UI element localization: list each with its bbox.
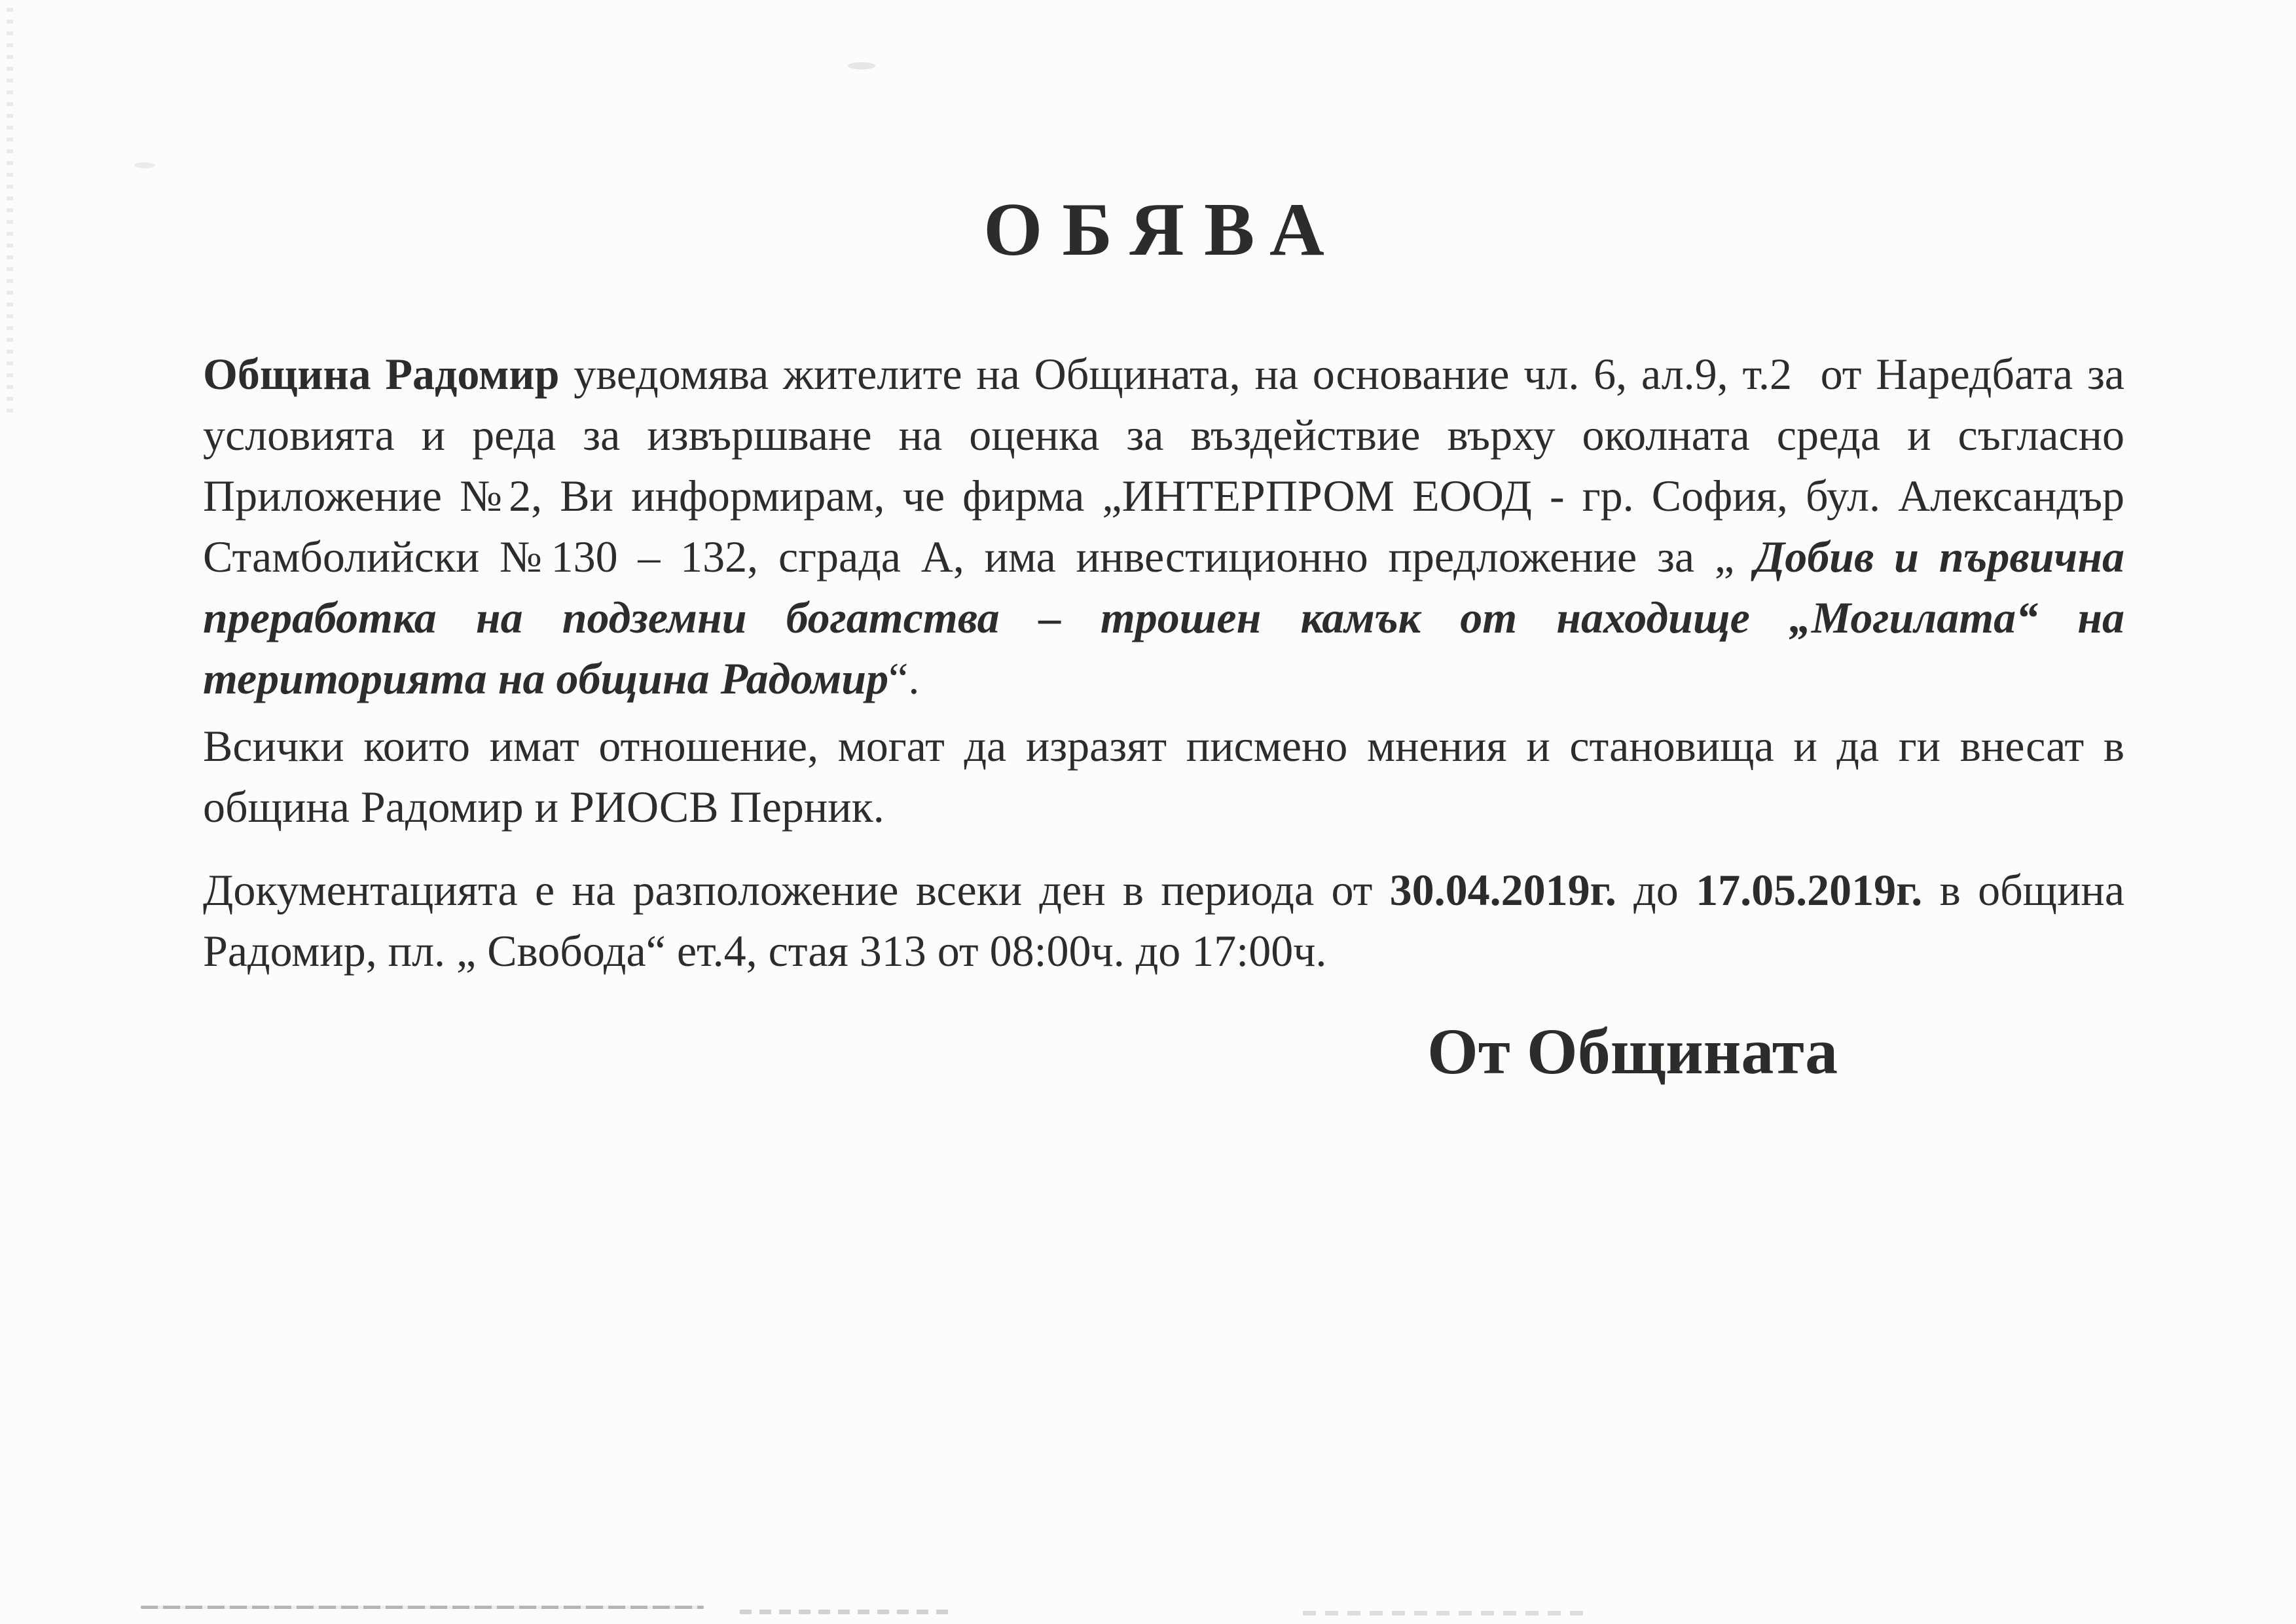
availability-lead-text: Документацията е на разположение всеки ден в периода от [203,865,1390,915]
scan-artifact-bottom-marks-right [1303,1611,1584,1615]
paragraph-availability [203,860,2124,982]
availability-middle-text: до [1616,865,1696,915]
municipality-name-bold: Община Радомир [203,349,560,399]
paragraph-intro [203,344,2124,709]
investment-proposal-title: Добив и първична преработка на подземни богатства – трошен камък от находище „Могилата“ на територията на община Радомир [203,532,2124,704]
date-to: 17.05.2019г. [1696,865,1923,915]
availability-tail-text: в община Радомир, пл. „ Свобода“ ет.4, стая 313 от 08:00ч. до 17:00ч. [203,865,2124,976]
scan-artifact-left-smudge [134,162,155,168]
announcement-document [203,0,2124,1088]
paragraph-opinions: Всички които имат отношение, могат да изразят писмено мнения и становища и да ги внесат в община Радомир и РИОСВ Перник. [203,721,2124,832]
intro-closing-quote: “. [888,654,920,704]
scan-artifact-bottom-line [141,1606,704,1609]
signature-from-municipality: От Общината [1427,1015,1838,1088]
scan-artifact-bottom-marks [740,1610,956,1614]
scan-artifact-left-edge [7,8,13,414]
date-from: 30.04.2019г. [1389,865,1616,915]
document-title: ОБЯВА [983,188,1344,272]
intro-body-text: уведомява жителите на Общината, на основание чл. 6, ал.9, т.2 от Наредбата за условията и реда за извършване на оценка за въздействие върху околната среда и съгласно Приложение №2, Ви информирам, че фирма „ИНТЕРПРОМ ЕООД - гр. София, бул. Александър Стамболийски №130 – 132, сграда А, има инвестиционно предложение за „ [203,349,2124,582]
